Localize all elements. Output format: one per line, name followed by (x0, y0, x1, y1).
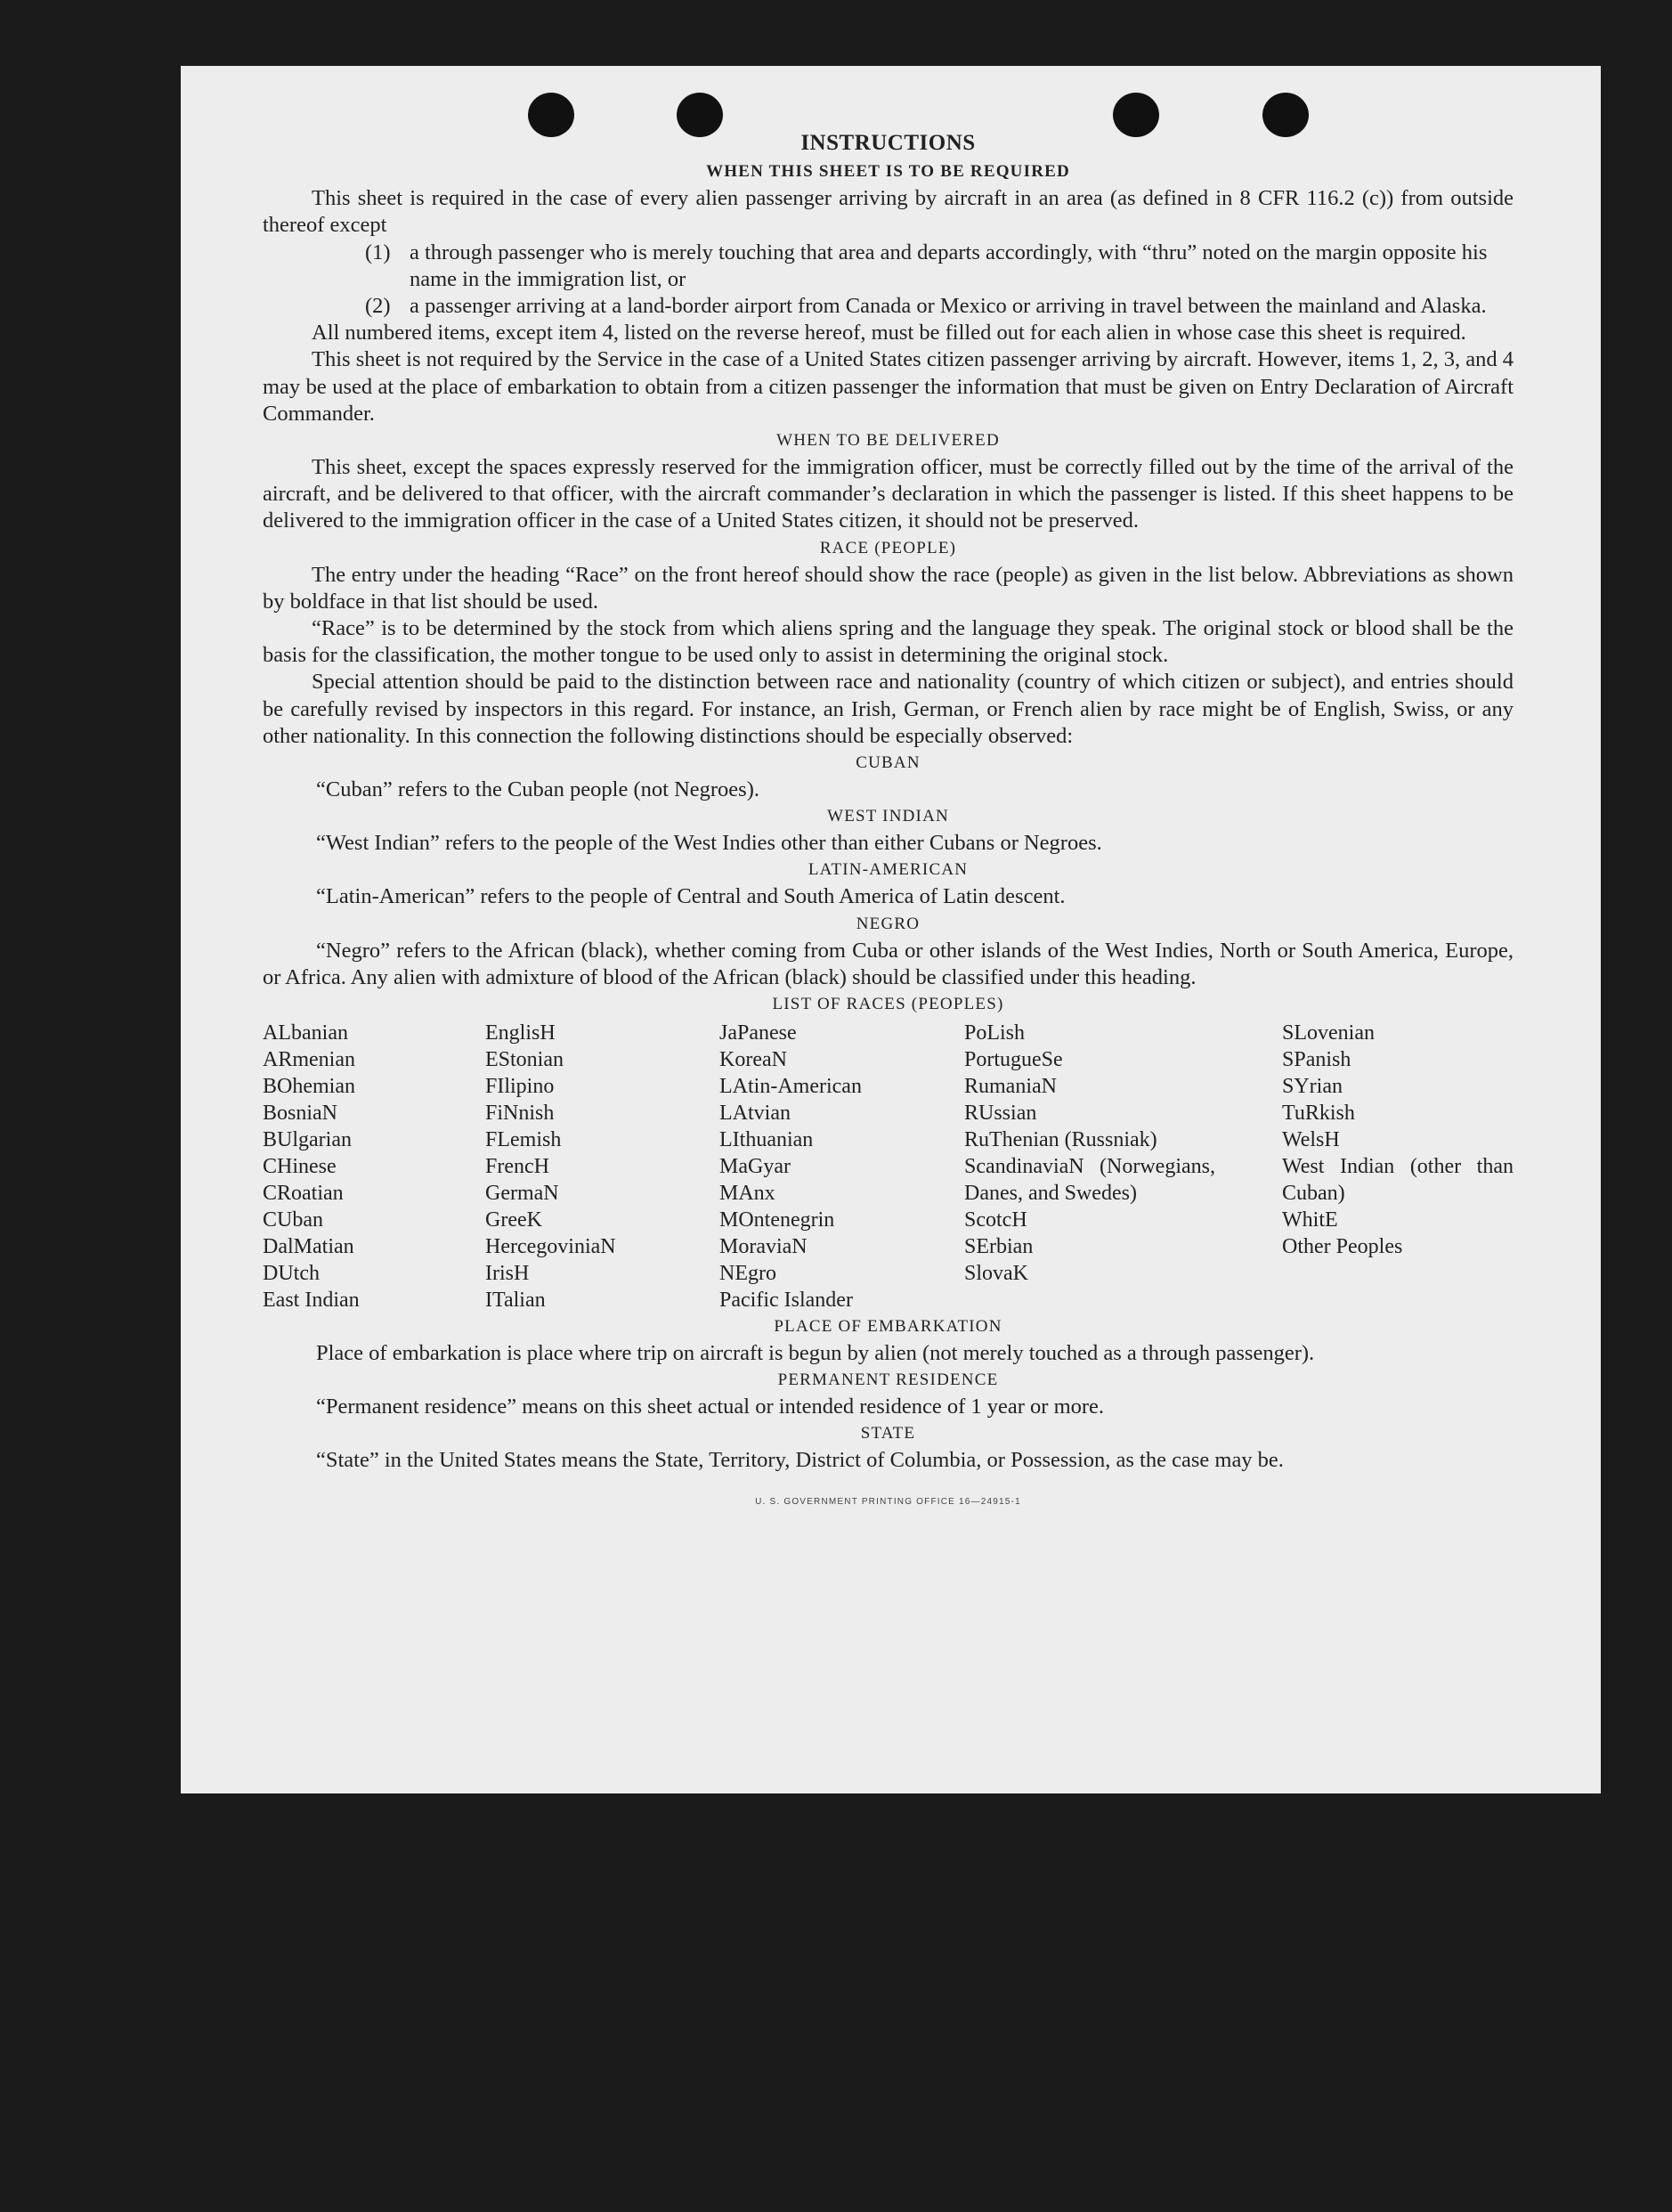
section-heading-residence: PERMANENT RESIDENCE (777, 1370, 999, 1390)
document-page (181, 66, 1601, 1793)
paragraph: All numbered items, except item 4, listed on the reverse hereof, must be filled out for each alien in whose case this sheet is required. (312, 321, 1466, 346)
paragraph: The entry under the heading “Race” on the front hereof should show the race (people) as given in the list below. Abbreviations as shown by boldface in that list should be used. (263, 562, 1514, 614)
race-entry: LIthuanian (719, 1128, 814, 1152)
paragraph: “Race” is to be determined by the stock from which aliens spring and the language they speak. The original stock or blood shall be the basis for the classification, the mother tongue to be used only to assist in determining the original stock. (263, 616, 1514, 668)
race-entry: PortugueSe (964, 1048, 1063, 1072)
race-entry: MaGyar (719, 1155, 791, 1179)
race-entry: CHinese (263, 1155, 337, 1179)
races-column-3 (719, 1020, 964, 1313)
paragraph: Special attention should be paid to the distinction between race and nationality (country of which citizen or subject), and entries should be carefully revised by inspectors in this regard. For instance, an Irish, German, or French alien by race might be of English, Swiss, or any other nationality. In this connection the following distinctions should be especially observed: (263, 670, 1514, 748)
race-entry: FrencH (485, 1155, 549, 1179)
paragraph: “West Indian” refers to the people of the West Indies other than either Cubans or Negroes. (316, 831, 1102, 856)
section-heading-race: RACE (PEOPLE) (819, 538, 957, 557)
race-entry: East Indian (263, 1289, 360, 1313)
race-entry: CUban (263, 1208, 323, 1232)
race-entry: FLemish (485, 1128, 562, 1152)
race-entry: WhitE (1282, 1208, 1338, 1232)
race-entry: TuRkish (1282, 1102, 1355, 1126)
race-entry: ITalian (485, 1289, 546, 1313)
races-column-spacer (1215, 1020, 1282, 1313)
paragraph: “Permanent residence” means on this sheet actual or intended residence of 1 year or more. (316, 1395, 1105, 1419)
race-entry: SlovaK (964, 1262, 1028, 1286)
race-entry: RuThenian (Russniak) (964, 1128, 1157, 1152)
section-heading-state: STATE (860, 1424, 916, 1443)
race-entry: FIlipino (485, 1075, 555, 1099)
section-heading-latin-american: LATIN-AMERICAN (808, 860, 969, 880)
races-column-5 (1282, 1020, 1514, 1313)
races-column-2 (485, 1020, 719, 1313)
race-entry: DUtch (263, 1262, 320, 1286)
race-entry: West Indian (other than Cuban) (1282, 1155, 1514, 1206)
list-item (365, 240, 1514, 293)
race-entry: KoreaN (719, 1048, 787, 1072)
paragraph: “Latin-American” refers to the people of Central and South America of Latin descent. (316, 884, 1066, 909)
races-column-4 (964, 1020, 1215, 1313)
document-content (263, 130, 1514, 1516)
paragraph: This sheet is required in the case of every alien passenger arriving by aircraft in an area (as defined in 8 CFR 116.2 (c)) from outside thereof except (263, 186, 1514, 238)
race-entry: MoraviaN (719, 1235, 808, 1259)
race-entry: CRoatian (263, 1182, 344, 1206)
paragraph: Place of embarkation is place where trip on aircraft is begun by alien (not merely touched as a through passenger). (316, 1341, 1315, 1366)
printer-imprint: U. S. GOVERNMENT PRINTING OFFICE 16—24915-1 (755, 1496, 1021, 1507)
race-entry: SLovenian (1282, 1021, 1375, 1045)
item-number: (1) (365, 240, 391, 264)
race-entry: RumaniaN (964, 1075, 1057, 1099)
race-entry: ScotcH (964, 1208, 1027, 1232)
race-entry: BUlgarian (263, 1128, 352, 1152)
item-text: a passenger arriving at a land-border airport from Canada or Mexico or arriving in travel between the mainland and Alaska. (410, 294, 1487, 319)
race-entry: PoLish (964, 1021, 1026, 1045)
paragraph: “State” in the United States means the State, Territory, District of Columbia, or Possession, as the case may be. (316, 1448, 1284, 1473)
race-entry: HercegoviniaN (485, 1235, 616, 1259)
item-number: (2) (365, 294, 391, 319)
race-entry: ALbanian (263, 1021, 348, 1045)
race-entry: WelsH (1282, 1128, 1340, 1152)
race-entry: IrisH (485, 1262, 530, 1286)
race-entry: JaPanese (719, 1021, 797, 1045)
paragraph: “Negro” refers to the African (black), whether coming from Cuba or other islands of the West Indies, North or South America, Europe, or Africa. Any alien with admixture of blood of the African (black) should be classified under this heading. (263, 938, 1514, 989)
race-entry: SErbian (964, 1235, 1034, 1259)
race-entry: BOhemian (263, 1075, 355, 1099)
list-item (365, 293, 1514, 320)
race-entry: ARmenian (263, 1048, 355, 1072)
races-list (263, 1020, 1514, 1313)
race-entry: MOntenegrin (719, 1208, 835, 1232)
race-entry: DalMatian (263, 1235, 354, 1259)
race-entry: FiNnish (485, 1102, 555, 1126)
race-entry: EStonian (485, 1048, 564, 1072)
race-entry: MAnx (719, 1182, 775, 1206)
race-entry: EnglisH (485, 1021, 556, 1045)
section-heading-required: WHEN THIS SHEET IS TO BE REQUIRED (706, 162, 1070, 182)
section-heading-embarkation: PLACE OF EMBARKATION (774, 1317, 1002, 1337)
section-heading-negro: NEGRO (856, 914, 921, 933)
race-entry: LAtin-American (719, 1075, 862, 1099)
paragraph: “Cuban” refers to the Cuban people (not Negroes). (316, 777, 759, 802)
race-entry: ScandinaviaN (Norwegians, Danes, and Swedes) (964, 1155, 1215, 1206)
race-entry: LAtvian (719, 1102, 791, 1126)
races-column-1 (263, 1020, 485, 1313)
section-heading-west-indian: WEST INDIAN (827, 807, 949, 826)
item-text: a through passenger who is merely touching that area and departs accordingly, with “thru” noted on the margin opposite his name in the immigration list, or (410, 240, 1488, 291)
section-heading-cuban: CUBAN (856, 753, 921, 773)
race-entry: NEgro (719, 1262, 776, 1286)
page-title: INSTRUCTIONS (800, 131, 976, 155)
race-entry: SPanish (1282, 1048, 1351, 1072)
paragraph: This sheet, except the spaces expressly reserved for the immigration officer, must be correctly filled out by the time of the arrival of the aircraft, and be delivered to that officer, with the aircraft commander’s declaration in which the passenger is listed. If this sheet happens to be delivered to the immigration officer in the case of a United States citizen, it should not be preserved. (263, 455, 1514, 533)
race-entry: SYrian (1282, 1075, 1343, 1099)
paragraph: This sheet is not required by the Service in the case of a United States citizen passenger arriving by aircraft. However, items 1, 2, 3, and 4 may be used at the place of embarkation to obtain from a citizen passenger the information that must be given on Entry Declaration of Aircraft Commander. (263, 347, 1514, 426)
race-entry: GreeK (485, 1208, 542, 1232)
race-entry: GermaN (485, 1182, 559, 1206)
race-entry: Pacific Islander (719, 1289, 853, 1313)
section-heading-list-of-races: LIST OF RACES (PEOPLES) (772, 995, 1004, 1014)
race-entry: RUssian (964, 1102, 1037, 1126)
section-heading-delivered: WHEN TO BE DELIVERED (776, 431, 1000, 451)
race-entry: BosniaN (263, 1102, 337, 1126)
race-entry: Other Peoples (1282, 1235, 1403, 1259)
